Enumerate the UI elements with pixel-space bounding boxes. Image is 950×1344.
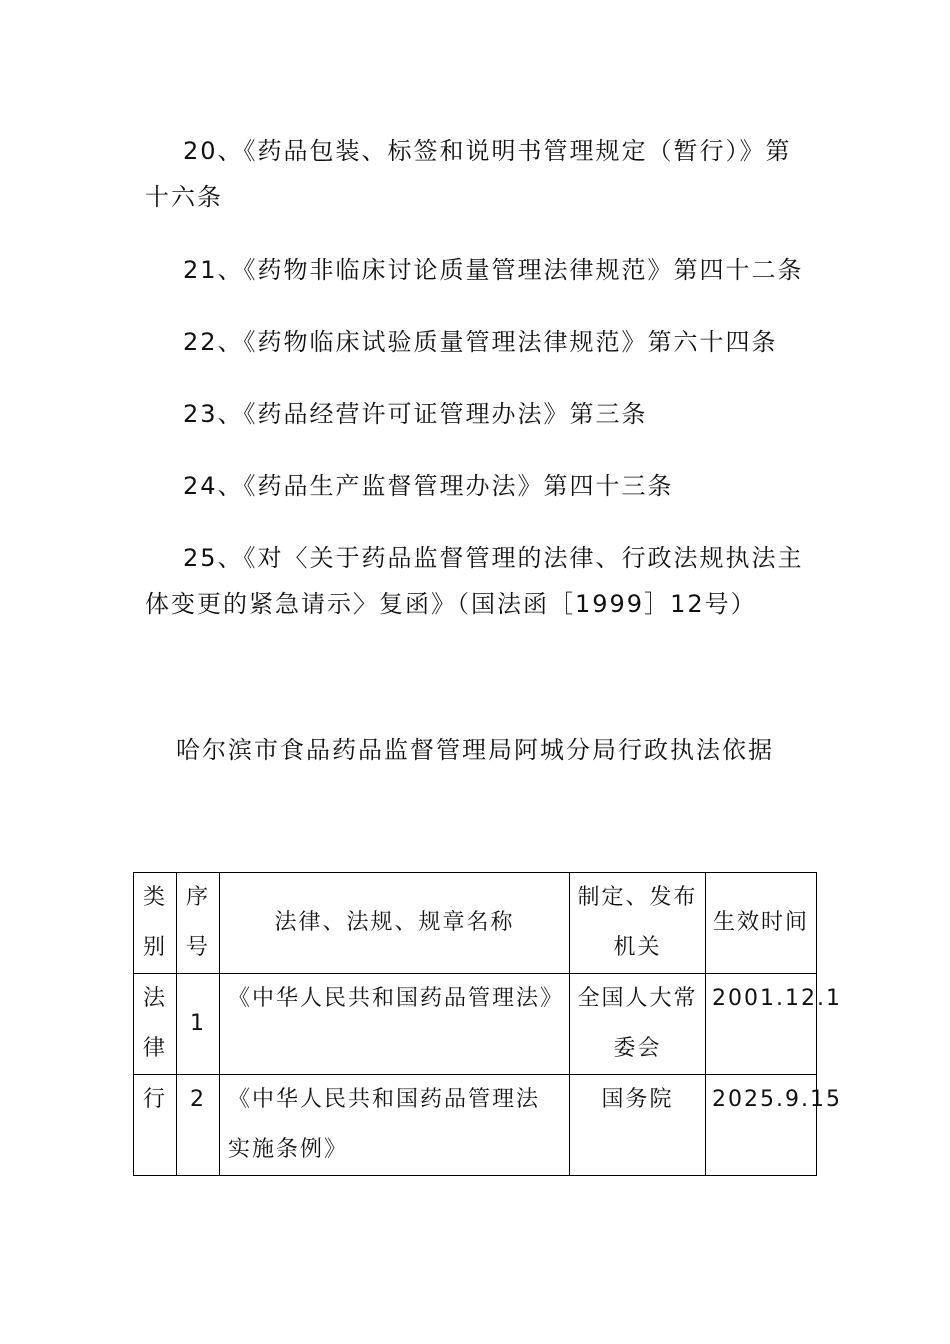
row-law-name: 《中华人民共和国药品管理法实施条例》 <box>220 1075 570 1176</box>
legal-basis-table <box>133 872 842 1176</box>
section-title: 哈尔滨市食品药品监督管理局阿城分局行政执法依据 <box>176 736 774 764</box>
header-name: 法律、法规、规章名称 <box>220 873 570 974</box>
table-row <box>134 974 817 1075</box>
row-effective-date: 2025.9.15 <box>706 1075 817 1176</box>
header-category: 类别 <box>134 873 177 974</box>
table-header-row <box>134 873 817 974</box>
legal-basis-item-24: 24、《药品生产监督管理办法》第四十三条 <box>183 472 674 500</box>
row-effective-date: 2001.12.1 <box>706 974 817 1075</box>
row-issuer: 国务院 <box>570 1075 706 1176</box>
row-law-name: 《中华人民共和国药品管理法》 <box>220 974 570 1075</box>
legal-basis-item-21: 21、《药物非临床讨论质量管理法律规范》第四十二条 <box>183 256 804 284</box>
header-number: 序号 <box>177 873 220 974</box>
legal-basis-item-22: 22、《药物临床试验质量管理法律规范》第六十四条 <box>183 328 778 356</box>
row-number: 2 <box>177 1075 220 1176</box>
table-row <box>134 1075 817 1176</box>
row-category: 行 <box>134 1075 177 1176</box>
header-issuer: 制定、发布机关 <box>570 873 706 974</box>
row-issuer: 全国人大常委会 <box>570 974 706 1075</box>
header-effective-date: 生效时间 <box>706 873 817 974</box>
legal-basis-item-20: 20、《药品包装、标签和说明书管理规定（暂行）》第十六条 <box>145 137 792 211</box>
row-number: 1 <box>177 974 220 1075</box>
legal-basis-item-23: 23、《药品经营许可证管理办法》第三条 <box>183 400 648 428</box>
legal-basis-item-25: 25、《对〈关于药品监督管理的法律、行政法规执法主体变更的紧急请示〉复函》（国法函［1999］12号） <box>145 544 804 618</box>
row-category: 法律 <box>134 974 177 1075</box>
